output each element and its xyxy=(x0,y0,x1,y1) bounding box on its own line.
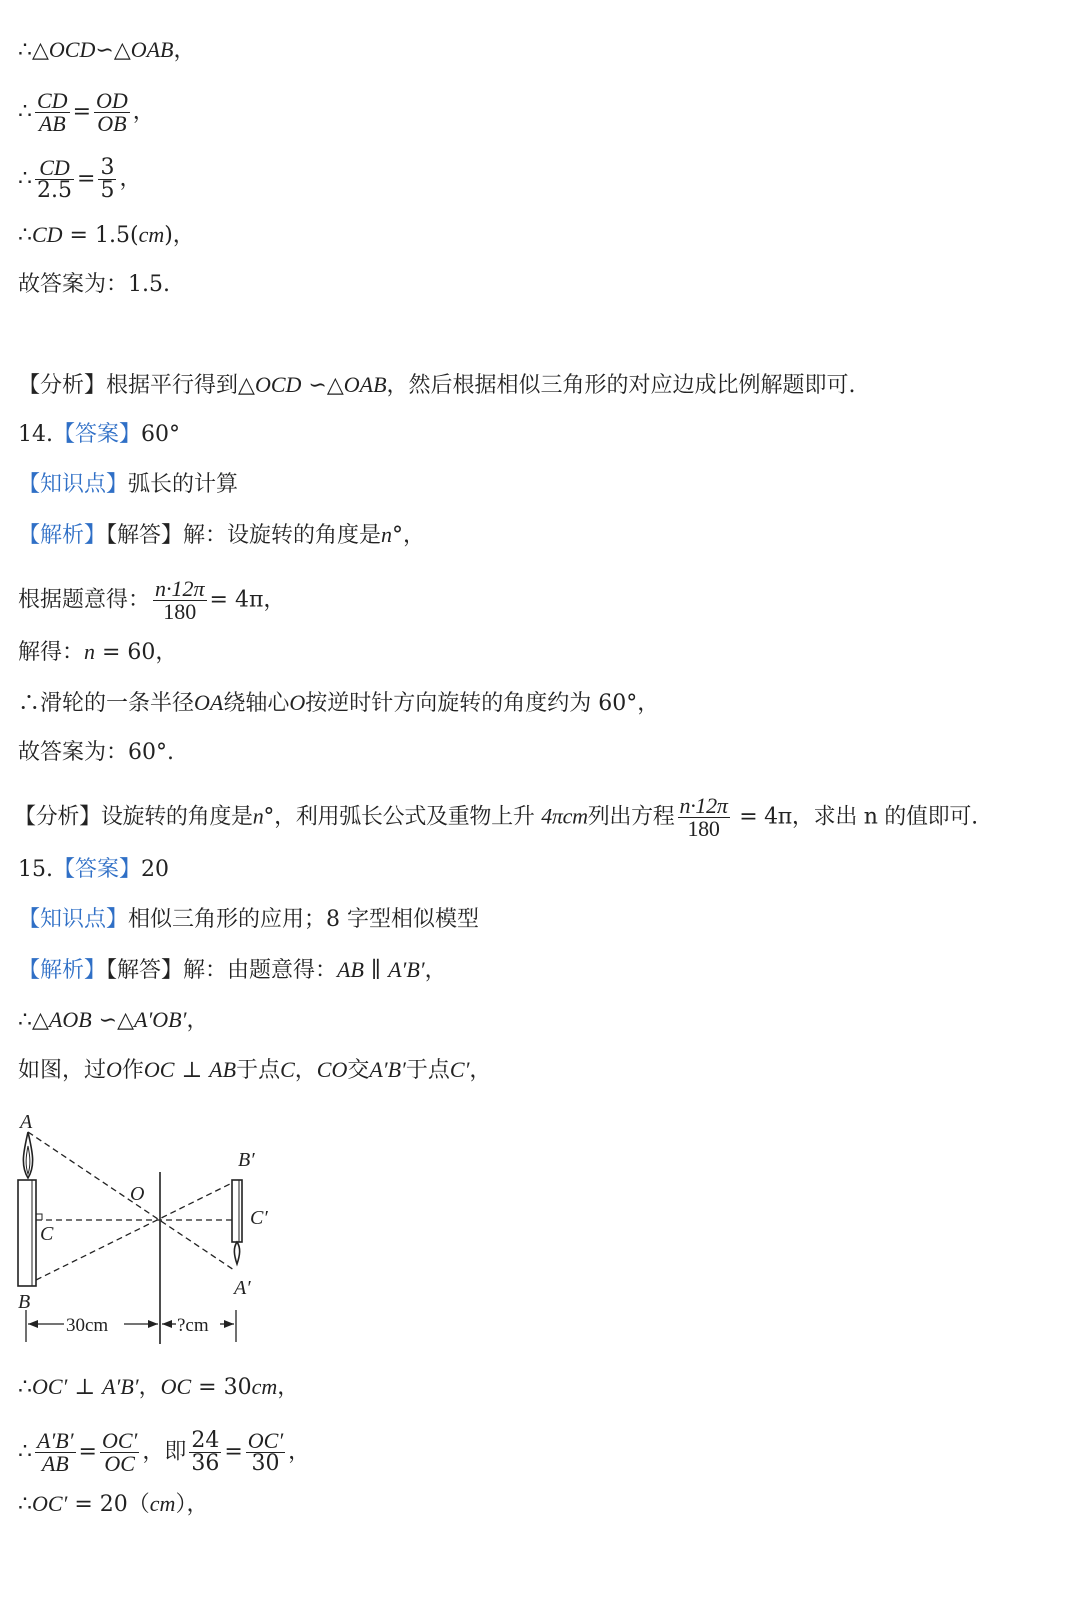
triangle-symbol: △ xyxy=(117,1008,135,1033)
candle-pinhole-diagram xyxy=(12,1110,302,1350)
analysis-text: °，利用弧长公式及重物上升 xyxy=(263,804,542,830)
q14-solve-line xyxy=(18,637,177,668)
analysis-text: = 4π，求出 n 的值即可. xyxy=(732,804,978,830)
math-ocp: OC′ xyxy=(32,1374,68,1399)
analysis-text: 根据平行得到 xyxy=(106,373,239,398)
equation-value: = 20（ xyxy=(67,1492,150,1517)
fraction-numerator: OC′ xyxy=(247,1428,284,1453)
unit-cm: cm xyxy=(138,222,165,247)
line-cd-result xyxy=(18,220,195,251)
math-o: O xyxy=(289,690,306,715)
punctuation: ， xyxy=(288,1439,311,1465)
equation-rhs: = 4π， xyxy=(209,587,286,613)
answer-label: 【答案】 xyxy=(53,857,142,882)
math-apbp: A′B′ xyxy=(102,1374,139,1399)
punctuation: ， xyxy=(186,1008,209,1033)
q14-answer-line xyxy=(18,420,180,450)
fraction-od-ob xyxy=(94,90,130,135)
equation-prefix: 根据题意得： xyxy=(18,587,151,613)
q14-analysis-line xyxy=(14,795,978,840)
math-apbp: A′B′ xyxy=(369,1057,406,1082)
explanation-label: 【解析】 xyxy=(18,958,107,983)
candle-ab xyxy=(18,1180,36,1286)
similar-symbol: ∽ xyxy=(95,38,114,63)
fraction-denominator: 30 xyxy=(251,1451,280,1476)
therefore-symbol: ∴ xyxy=(18,1439,32,1465)
fraction-arc xyxy=(678,795,730,840)
punctuation: °， xyxy=(392,523,426,548)
analysis-label: 【分析】 xyxy=(14,804,101,830)
math-apobp: A′OB′ xyxy=(134,1007,187,1032)
q15-result-line xyxy=(18,1489,208,1520)
conclusion-text: 绕轴心 xyxy=(223,691,290,716)
therefore-symbol: ∴ xyxy=(18,1008,32,1033)
dimension-left: 30cm xyxy=(66,1315,109,1336)
fraction-denominator: AB xyxy=(41,1451,69,1476)
q15-knowledge-line xyxy=(18,905,479,935)
label-c: C xyxy=(40,1223,54,1245)
math-apbp: A′B′ xyxy=(388,957,425,982)
question-number: 15. xyxy=(18,857,53,882)
fraction-cd-ab xyxy=(35,90,70,135)
punctuation: ）， xyxy=(175,1492,209,1517)
solution-text: 解：设旋转的角度是 xyxy=(183,523,382,548)
q14-knowledge-line xyxy=(18,470,238,500)
fraction-numerator: 3 xyxy=(100,155,115,180)
ratio-text: ，即 xyxy=(142,1439,187,1465)
fraction-apbp-ab xyxy=(35,1430,76,1475)
fraction-numerator: 24 xyxy=(191,1428,220,1453)
math-co: CO xyxy=(316,1057,348,1082)
label-cp: C′ xyxy=(250,1207,268,1229)
fraction-numerator: OC′ xyxy=(101,1428,138,1453)
punctuation: ， xyxy=(469,1058,492,1083)
fraction-denominator: 180 xyxy=(687,816,720,841)
label-bp: B′ xyxy=(238,1149,255,1171)
punctuation: ， xyxy=(173,38,196,63)
solution-text: 解：由题意得： xyxy=(183,958,338,983)
fraction-numerator: n·12π xyxy=(679,793,728,818)
math-4pi: 4π xyxy=(541,803,563,829)
fraction-numerator: CD xyxy=(35,157,74,180)
equals-sign: = xyxy=(78,1439,97,1465)
fraction-numerator: OD xyxy=(96,88,128,113)
math-ocd: OCD xyxy=(254,372,302,397)
q15-figure-line xyxy=(18,1055,491,1086)
math-oab: OAB xyxy=(343,372,387,397)
conclusion-text: ∴滑轮的一条半径 xyxy=(18,691,195,716)
equation-value: = 1.5( xyxy=(62,223,139,248)
triangle-symbol: △ xyxy=(32,38,49,63)
therefore-symbol: ∴ xyxy=(18,38,32,63)
fraction-3-5 xyxy=(98,157,116,202)
punctuation: ， xyxy=(119,166,142,192)
solve-value: = 60， xyxy=(95,640,178,665)
math-n: n xyxy=(252,803,264,829)
similar-symbol: ∽ xyxy=(301,373,327,398)
label-ap: A′ xyxy=(234,1277,251,1299)
math-o: O xyxy=(106,1057,122,1082)
punctuation: )， xyxy=(164,223,195,248)
explanation-label: 【解析】 xyxy=(18,523,107,548)
math-oa: OA xyxy=(194,690,224,715)
therefore-symbol: ∴ xyxy=(18,1375,32,1400)
math-aob: AOB xyxy=(48,1007,92,1032)
label-o: O xyxy=(130,1183,145,1205)
fraction-cd-2-5 xyxy=(35,157,74,202)
math-ocp: OC′ xyxy=(32,1491,68,1516)
unit-cm: cm xyxy=(149,1491,176,1516)
q15-similar-line xyxy=(18,1005,208,1036)
punctuation: ， xyxy=(277,1375,300,1400)
therefore-symbol: ∴ xyxy=(18,223,32,248)
triangle-symbol: △ xyxy=(326,373,344,398)
therefore-symbol: ∴ xyxy=(18,166,32,192)
analysis-label: 【分析】 xyxy=(18,373,107,398)
fraction-ocp-oc xyxy=(100,1430,139,1475)
triangle-symbol: △ xyxy=(32,1008,49,1033)
fraction-numerator: CD xyxy=(37,88,68,113)
line-ratio-values xyxy=(18,157,141,202)
figure-text: 于点 xyxy=(405,1058,450,1083)
triangle-symbol: △ xyxy=(238,373,255,398)
label-b: B xyxy=(18,1291,31,1313)
label-a: A xyxy=(20,1111,33,1133)
punctuation: ， xyxy=(132,99,155,125)
solve-prefix: 解得： xyxy=(18,640,85,665)
math-cd: CD xyxy=(32,222,63,247)
q15-answer-line xyxy=(18,855,169,885)
parallel-symbol: ∥ xyxy=(363,958,389,983)
fraction-denominator: AB xyxy=(38,111,66,136)
line-analysis-13 xyxy=(18,370,856,401)
math-oab: OAB xyxy=(130,37,174,62)
math-ocd: OCD xyxy=(48,37,96,62)
q14-solution-line xyxy=(18,520,425,551)
fraction-denominator: 2.5 xyxy=(37,178,72,203)
therefore-symbol: ∴ xyxy=(18,1492,32,1517)
knowledge-text: 相似三角形的应用；8 字型相似模型 xyxy=(128,907,480,932)
equals-sign: = xyxy=(72,99,91,125)
punctuation: ， xyxy=(424,958,447,983)
question-number: 14. xyxy=(18,422,53,447)
fraction-numerator: A′B′ xyxy=(37,1428,74,1453)
math-n: n xyxy=(381,522,393,547)
q15-ratio-line xyxy=(18,1430,310,1475)
q15-perp-line xyxy=(18,1372,299,1403)
math-n: n xyxy=(84,639,96,664)
analysis-text: 列出方程 xyxy=(587,804,675,830)
q14-equation-line xyxy=(18,578,285,623)
math-oc: OC xyxy=(143,1057,175,1082)
conclusion-text: 按逆时针方向旋转的角度约为 60°， xyxy=(305,691,660,716)
fraction-denominator: OC xyxy=(104,1451,135,1476)
knowledge-text: 弧长的计算 xyxy=(128,472,239,497)
line-similar-ocd-oab xyxy=(18,35,196,66)
solution-label: 【解答】 xyxy=(106,523,184,548)
math-cp: C′ xyxy=(449,1057,470,1082)
knowledge-label: 【知识点】 xyxy=(18,907,129,932)
answer-value: 60° xyxy=(141,422,181,447)
figure-text: 于点 xyxy=(236,1058,281,1083)
equation-value: = 30 xyxy=(191,1375,252,1400)
answer-value: 20 xyxy=(141,857,170,882)
equals-sign: = xyxy=(224,1439,243,1465)
math-oc: OC xyxy=(160,1374,192,1399)
figure-text: 交 xyxy=(347,1058,370,1083)
line-answer-1-5: 故答案为：1.5. xyxy=(18,272,170,297)
q15-solution-line xyxy=(18,955,447,986)
solution-label: 【解答】 xyxy=(106,958,184,983)
similar-symbol: ∽ xyxy=(91,1008,118,1033)
fraction-denominator: 5 xyxy=(100,178,115,203)
unit-cm: cm xyxy=(562,803,588,829)
unit-cm: cm xyxy=(251,1374,278,1399)
fraction-numerator: n·12π xyxy=(155,576,205,601)
punctuation: ， xyxy=(138,1375,161,1400)
perpendicular-symbol: ⊥ xyxy=(174,1058,210,1083)
dimension-right: ?cm xyxy=(177,1315,209,1336)
math-ab: AB xyxy=(209,1057,237,1082)
line-ratio-cd-ab xyxy=(18,90,155,135)
math-c: C xyxy=(280,1057,295,1082)
analysis-text: ，然后根据相似三角形的对应边成比例解题即可. xyxy=(386,373,856,398)
equals-sign: = xyxy=(77,166,96,192)
punctuation: ， xyxy=(294,1058,317,1083)
fraction-24-36 xyxy=(189,1430,221,1475)
fraction-ocp-30 xyxy=(246,1430,285,1475)
image-candle-apbp xyxy=(232,1180,242,1242)
knowledge-label: 【知识点】 xyxy=(18,472,129,497)
fraction-denominator: 180 xyxy=(163,599,197,624)
figure-text: 如图，过 xyxy=(18,1058,107,1083)
fraction-arc xyxy=(153,578,207,623)
analysis-text: 设旋转的角度是 xyxy=(100,804,253,830)
figure-text: 作 xyxy=(121,1058,144,1083)
triangle-symbol: △ xyxy=(113,38,131,63)
answer-label: 【答案】 xyxy=(53,422,142,447)
fraction-denominator: 36 xyxy=(191,1451,220,1476)
perpendicular-symbol: ⊥ xyxy=(67,1375,103,1400)
fraction-denominator: OB xyxy=(97,111,127,136)
q14-final-line: 故答案为：60°. xyxy=(18,740,174,765)
math-ab: AB xyxy=(337,957,364,982)
q14-conclusion-line xyxy=(18,688,659,719)
therefore-symbol: ∴ xyxy=(18,99,32,125)
